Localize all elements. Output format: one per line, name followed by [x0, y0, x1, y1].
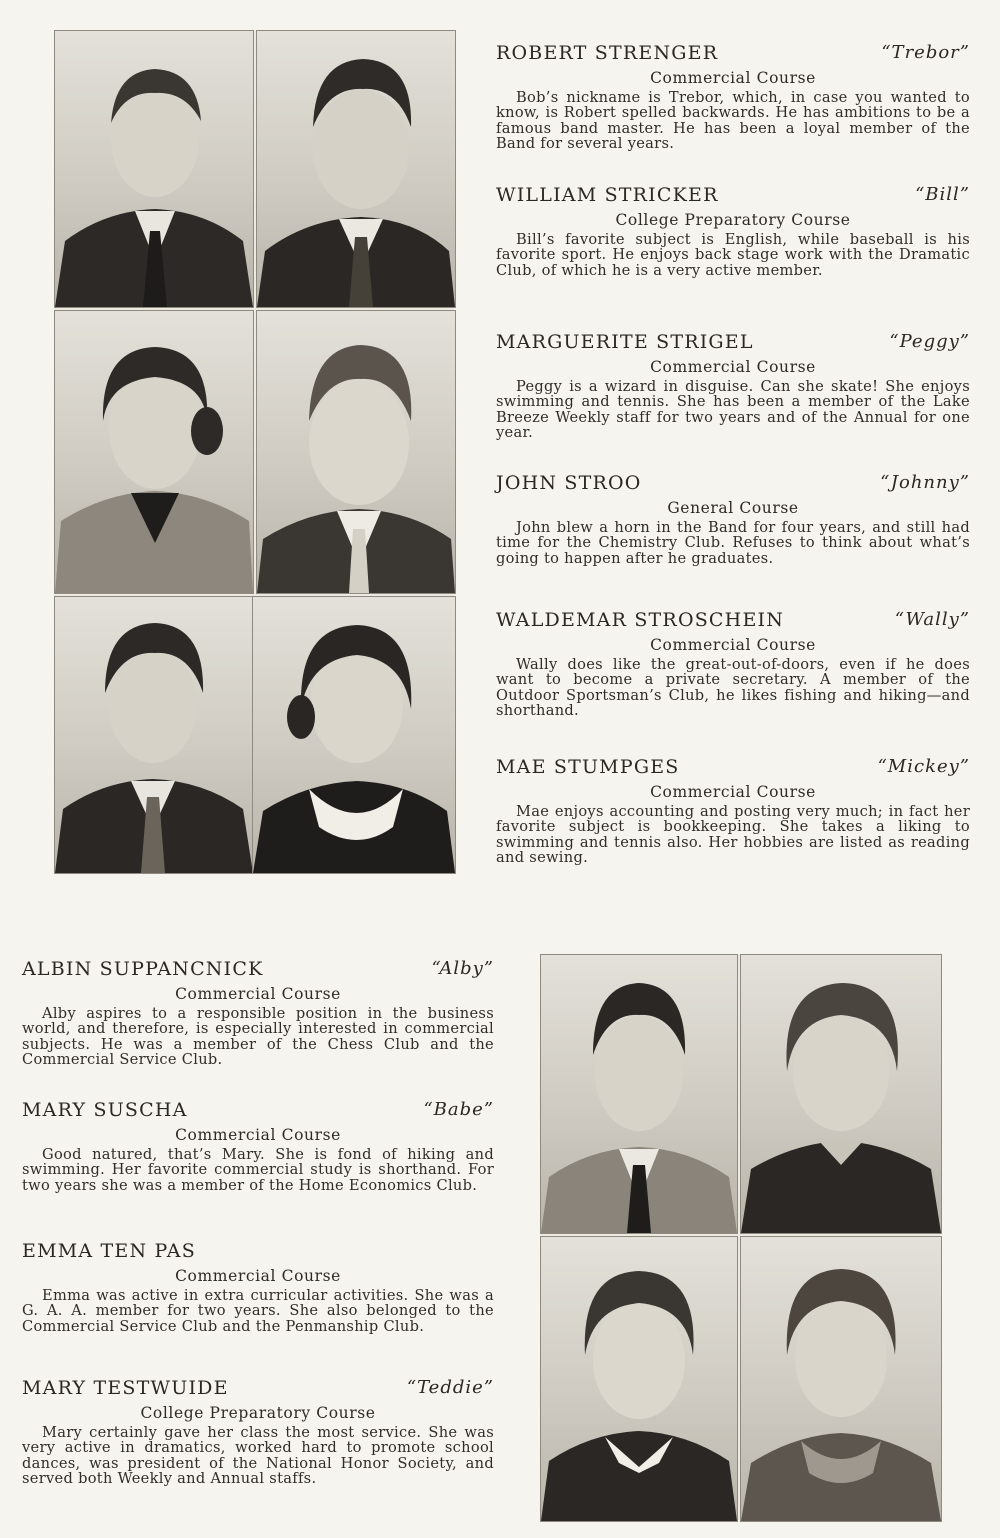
entry-mae-stumpges — [496, 756, 970, 866]
student-name: ROBERT STRENGER — [496, 42, 719, 64]
portrait-john-stroo — [256, 310, 456, 594]
student-description: John blew a horn in the Band for four years, and still had time for the Chemistry Club. Refuses to think about what’s going to happen after he graduates. — [496, 519, 970, 567]
student-description: Mae enjoys accounting and posting very much; in fact her favorite subject is bookkeeping. She takes a liking to swimming and tennis also. Her hobbies are listed as reading and sewing. — [496, 803, 970, 867]
portrait-mae-stumpges — [252, 596, 456, 874]
bottom-portrait-grid — [540, 954, 940, 1520]
entry-john-stroo — [496, 472, 970, 566]
entry-mary-testwuide — [22, 1377, 494, 1487]
portrait-emma-ten-pas — [540, 1236, 738, 1522]
student-nickname: “Trebor” — [881, 42, 970, 63]
portrait-marguerite-strigel — [54, 310, 254, 594]
entry-marguerite-strigel — [496, 331, 970, 441]
student-nickname: “Peggy” — [889, 331, 970, 352]
entry-emma-ten-pas — [22, 1240, 494, 1334]
student-course: Commercial Course — [650, 69, 816, 87]
entry-waldemar-stroschein — [496, 609, 970, 719]
student-nickname: “Babe” — [423, 1099, 494, 1120]
student-nickname: “Johnny” — [880, 472, 970, 493]
portrait-albin-suppancnick — [540, 954, 738, 1234]
student-course: Commercial Course — [175, 985, 341, 1003]
student-description: Bill’s favorite subject is English, while baseball is his favorite sport. He enjoys back stage work with the Dramatic Club, of which he is a very active member. — [496, 231, 970, 279]
student-description: Emma was active in extra curricular activities. She was a G. A. A. member for two years. She also belonged to the Commercial Service Club and the Penmanship Club. — [22, 1287, 494, 1335]
student-nickname: “Bill” — [915, 184, 970, 205]
entry-robert-strenger — [496, 42, 970, 152]
top-portrait-grid — [54, 30, 454, 872]
student-description: Alby aspires to a responsible position in the business world, and therefore, is especially interested in commercial subjects. He was a member of the Chess Club and the Commercial Service Club. — [22, 1005, 494, 1069]
student-name: WALDEMAR STROSCHEIN — [496, 609, 785, 631]
student-name: MAE STUMPGES — [496, 756, 680, 778]
portrait-mary-testwuide — [740, 1236, 942, 1522]
student-description: Peggy is a wizard in disguise. Can she skate! She enjoys swimming and tennis. She has been a member of the Lake Breeze Weekly staff for two years and of the Annual for one year. — [496, 378, 970, 442]
student-nickname: “Wally” — [894, 609, 970, 630]
student-course: Commercial Course — [175, 1126, 341, 1144]
student-course: College Preparatory Course — [140, 1404, 376, 1422]
student-course: General Course — [667, 499, 799, 517]
student-name: ALBIN SUPPANCNICK — [22, 958, 264, 980]
student-course: Commercial Course — [650, 636, 816, 654]
portrait-robert-strenger — [54, 30, 254, 308]
student-course: Commercial Course — [650, 358, 816, 376]
portrait-mary-suscha — [740, 954, 942, 1234]
student-description: Mary certainly gave her class the most service. She was very active in dramatics, worked hard to promote school dances, was president of the National Honor Society, and served both Weekly and Annual staffs. — [22, 1424, 494, 1488]
student-name: MARGUERITE STRIGEL — [496, 331, 754, 353]
student-name: WILLIAM STRICKER — [496, 184, 719, 206]
student-description: Bob’s nickname is Trebor, which, in case you wanted to know, is Robert spelled backwards. He has ambitions to be a famous band master. He has been a loyal member of the Band for several years. — [496, 89, 970, 153]
student-nickname: “Mickey” — [877, 756, 970, 777]
student-name: MARY SUSCHA — [22, 1099, 188, 1121]
student-description: Wally does like the great-out-of-doors, even if he does want to become a private secretary. A member of the Outdoor Sportsman’s Club, he likes fishing and hiking—and shorthand. — [496, 656, 970, 720]
student-course: College Preparatory Course — [615, 211, 851, 229]
entry-mary-suscha — [22, 1099, 494, 1193]
entry-albin-suppancnick — [22, 958, 494, 1068]
student-nickname: “Alby” — [431, 958, 494, 979]
student-name: EMMA TEN PAS — [22, 1240, 196, 1262]
portrait-william-stricker — [256, 30, 456, 308]
student-description: Good natured, that’s Mary. She is fond of hiking and swimming. Her favorite commercial study is shorthand. For two years she was a member of the Home Economics Club. — [22, 1146, 494, 1194]
student-course: Commercial Course — [175, 1267, 341, 1285]
entry-william-stricker — [496, 184, 970, 278]
portrait-waldemar-stroschein — [54, 596, 254, 874]
student-nickname: “Teddie” — [406, 1377, 494, 1398]
student-name: JOHN STROO — [496, 472, 642, 494]
student-name: MARY TESTWUIDE — [22, 1377, 229, 1399]
student-course: Commercial Course — [650, 783, 816, 801]
